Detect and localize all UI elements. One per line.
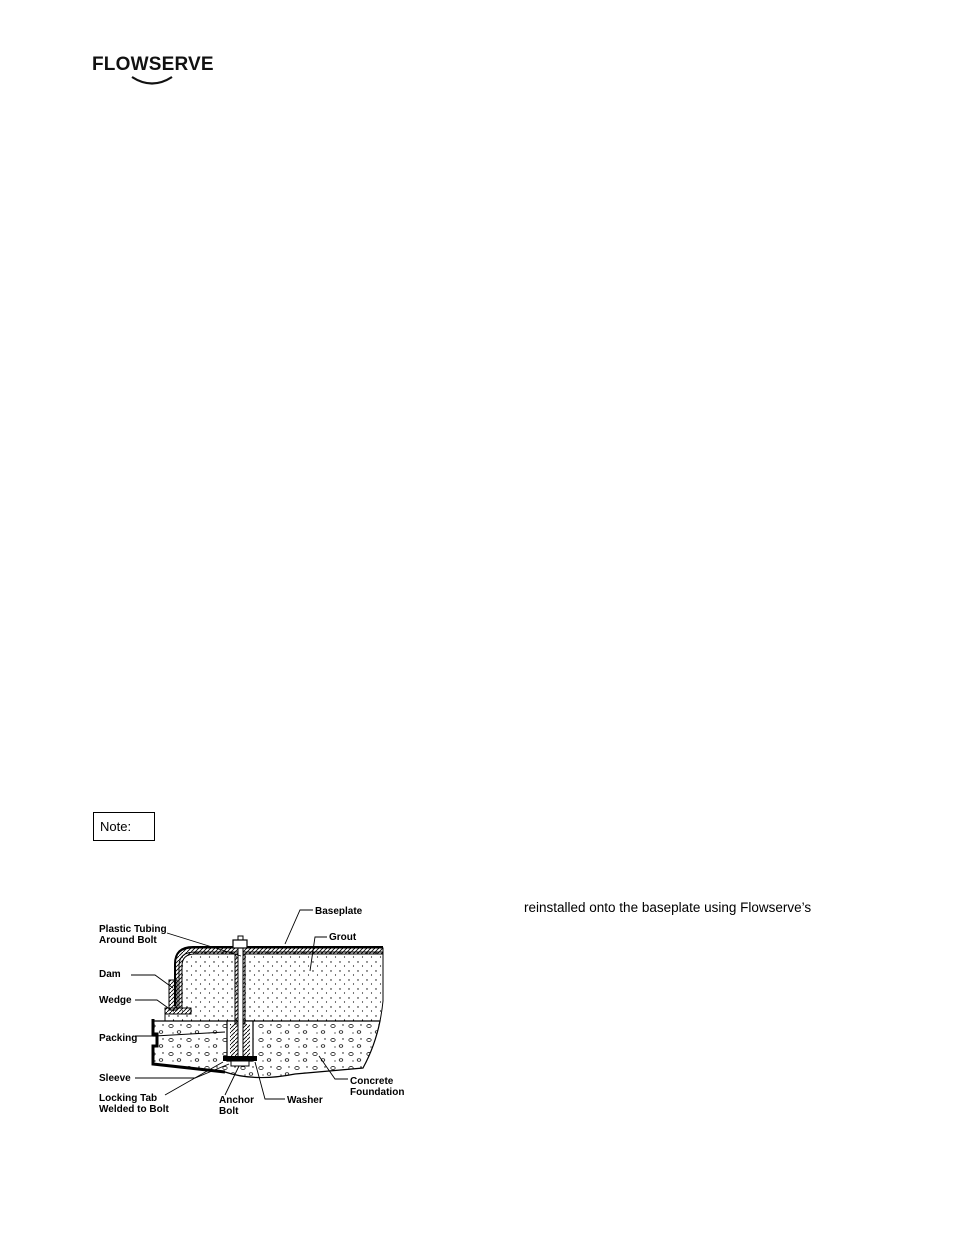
label-packing: Packing bbox=[99, 1033, 138, 1044]
label-plastic-tubing-2: Around Bolt bbox=[99, 935, 157, 946]
label-grout: Grout bbox=[329, 932, 357, 943]
label-wedge: Wedge bbox=[99, 995, 132, 1006]
label-locking-tab-1: Locking Tab bbox=[99, 1093, 158, 1104]
logo-swoosh-icon bbox=[130, 74, 174, 88]
locking-tab bbox=[231, 1061, 249, 1066]
label-locking-tab-2: Welded to Bolt bbox=[99, 1104, 169, 1115]
label-sleeve: Sleeve bbox=[99, 1073, 131, 1084]
bolt-nut bbox=[233, 940, 247, 948]
note-label-box bbox=[93, 812, 155, 841]
dam bbox=[169, 980, 177, 1010]
label-washer: Washer bbox=[287, 1095, 323, 1106]
flowserve-logo bbox=[92, 52, 212, 88]
body-text: reinstalled onto the baseplate using Flowserve’s bbox=[524, 900, 812, 915]
grout bbox=[165, 952, 383, 1021]
label-anchor-bolt-1: Anchor bbox=[219, 1095, 254, 1106]
washer-plate bbox=[223, 1056, 257, 1061]
label-dam: Dam bbox=[99, 969, 121, 980]
logo-text: FLOWSERVE bbox=[92, 54, 214, 75]
label-concrete-2: Foundation bbox=[350, 1087, 405, 1098]
label-plastic-tubing-1: Plastic Tubing bbox=[99, 924, 167, 935]
baseplate-grout-diagram bbox=[95, 896, 405, 1126]
label-anchor-bolt-2: Bolt bbox=[219, 1106, 239, 1117]
label-concrete-1: Concrete bbox=[350, 1076, 394, 1087]
label-baseplate: Baseplate bbox=[315, 906, 363, 917]
note-label: Note: bbox=[100, 819, 132, 834]
